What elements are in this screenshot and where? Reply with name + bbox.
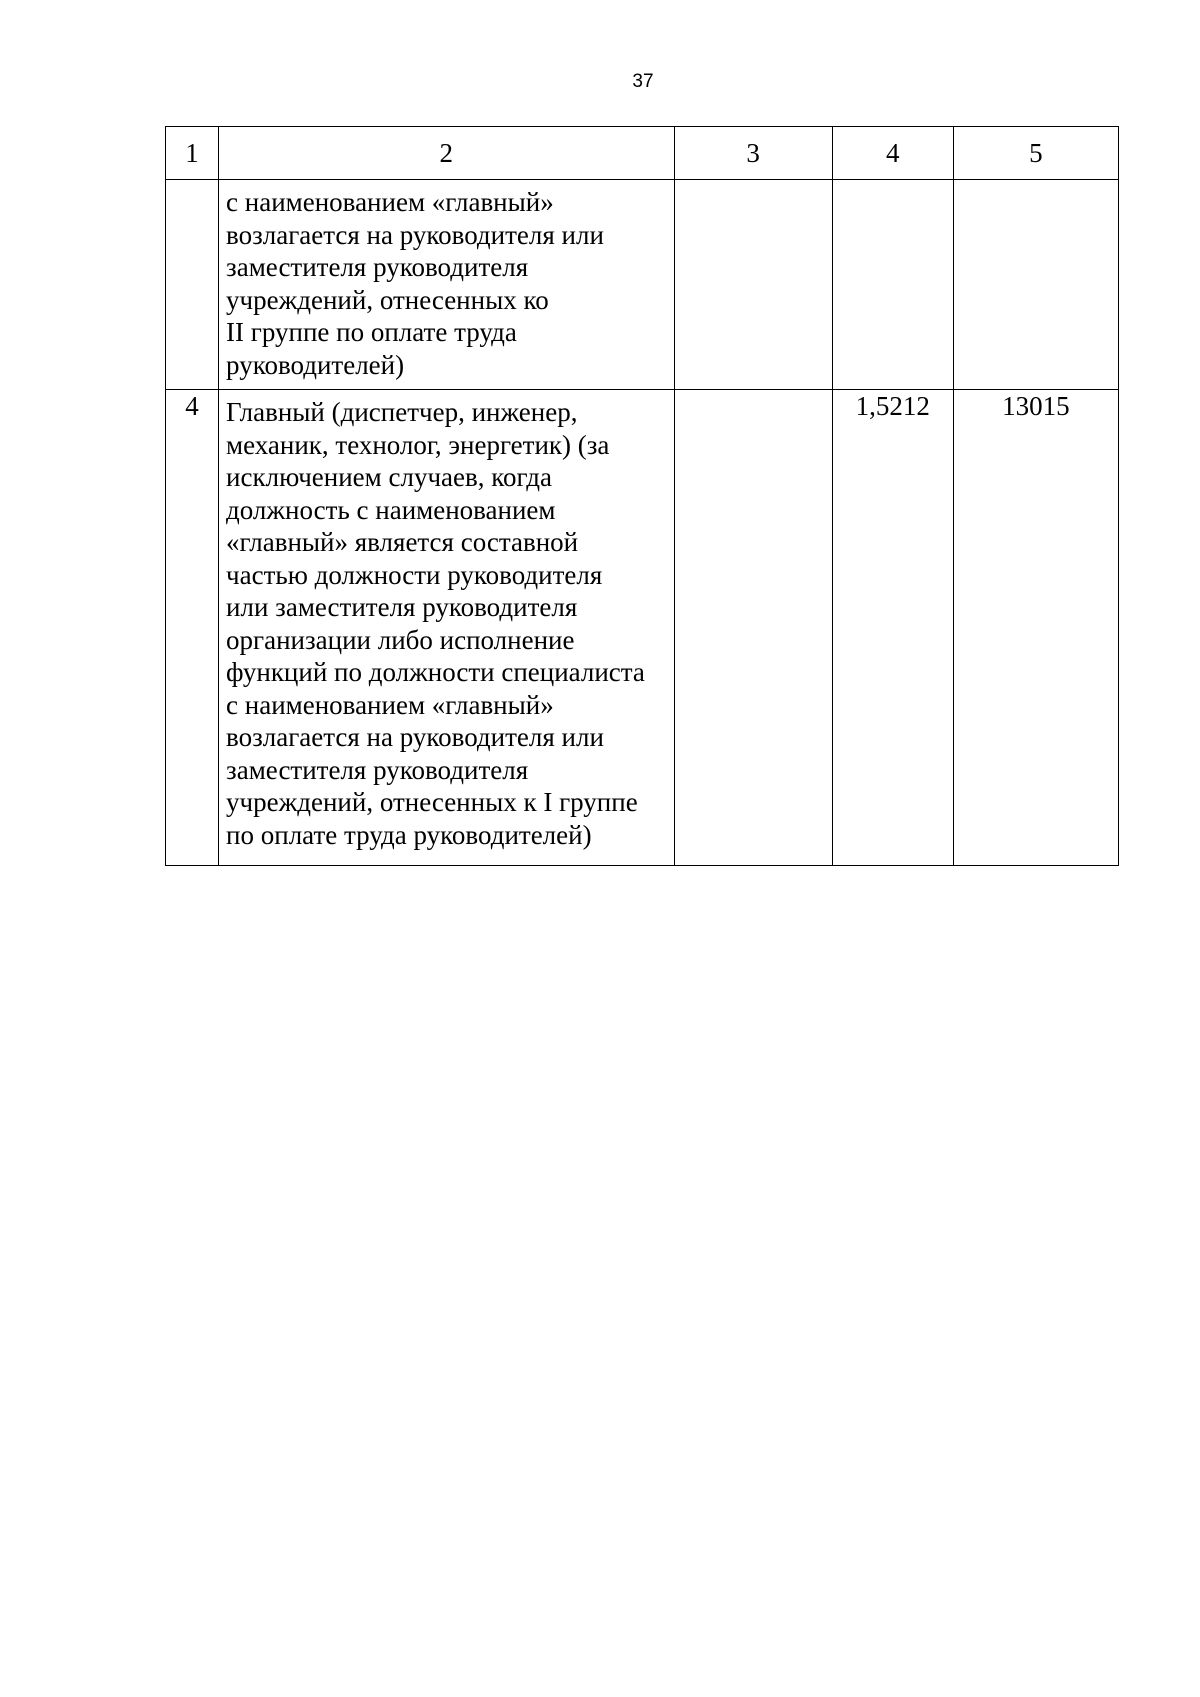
- column-3-value: [674, 390, 832, 866]
- column-header-3: 3: [674, 127, 832, 180]
- column-header-1: 1: [166, 127, 219, 180]
- column-3-value: [674, 180, 832, 390]
- row-number: 4: [166, 390, 219, 866]
- salary-table: [165, 126, 1119, 866]
- coefficient-value: [832, 180, 953, 390]
- position-description-cell: [219, 390, 674, 866]
- position-description: Главный (диспетчер, инженер, механик, технолог, энергетик) (за исключением случаев, когда должность с наименованием «главный» является составной частью должности руководителя или заместителя руководителя организации либо исполнение функций по должности специалиста с наименованием «главный» возлагается на руководителя или заместителя руководителя учреждений, отнесенных к I группе по оплате труда руководителей): [226, 397, 645, 850]
- table-row: [166, 390, 1119, 866]
- row-number: [166, 180, 219, 390]
- salary-value: [953, 180, 1118, 390]
- column-header-5: 5: [953, 127, 1118, 180]
- page-number: 37: [632, 71, 654, 92]
- column-header-2: 2: [219, 127, 674, 180]
- position-description: с наименованием «главный» возлагается на руководителя или заместителя руководителя учреждений, отнесенных ко II группе по оплате труда руководителей): [226, 187, 604, 380]
- column-header-4: 4: [832, 127, 953, 180]
- table-header-row: [166, 127, 1119, 180]
- coefficient-value: 1,5212: [832, 390, 953, 866]
- table-row: [166, 180, 1119, 390]
- salary-value: 13015: [953, 390, 1118, 866]
- position-description-cell: [219, 180, 674, 390]
